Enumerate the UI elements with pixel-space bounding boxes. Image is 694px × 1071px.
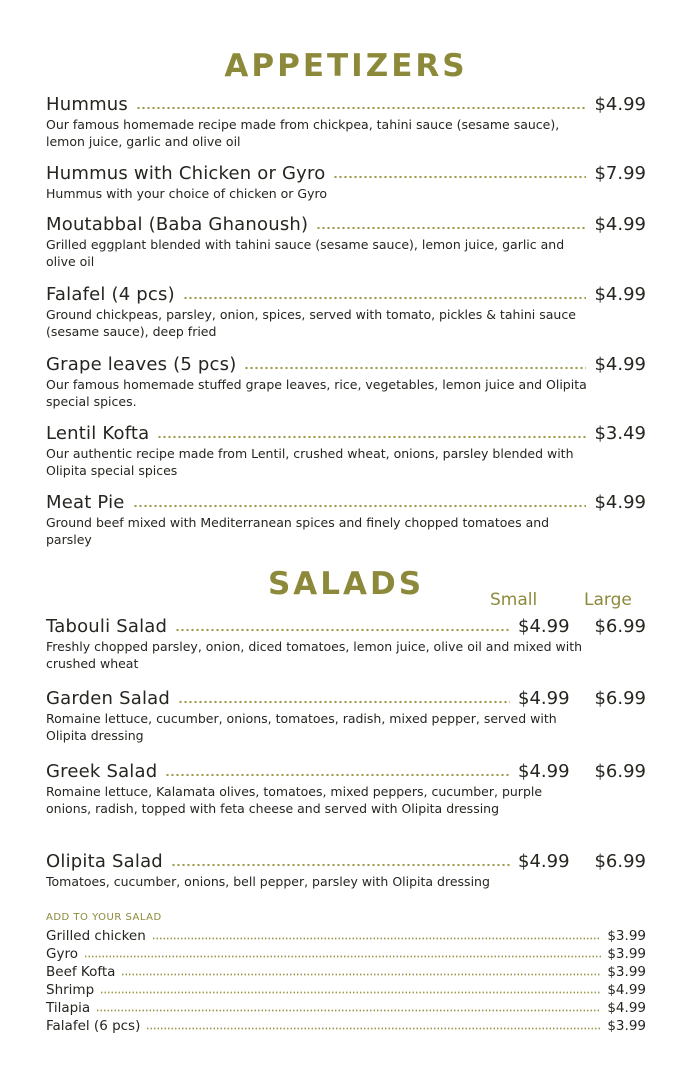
salad-item xyxy=(46,761,646,817)
item-description: Our authentic recipe made from Lentil, crushed wheat, onions, parsley blended with Olipita special spices xyxy=(46,446,574,478)
dotted-leader xyxy=(136,106,586,110)
add-on-name: Grilled chicken xyxy=(46,928,146,944)
item-price: $4.99 xyxy=(594,492,646,513)
item-name: Hummus with Chicken or Gyro xyxy=(46,163,326,184)
add-on-item xyxy=(46,1018,646,1034)
item-description: Our famous homemade recipe made from chickpea, tahini sauce (sesame sauce), lemon juice, garlic and olive oil xyxy=(46,117,560,149)
dotted-leader xyxy=(175,628,510,632)
item-name: Tabouli Salad xyxy=(46,616,168,637)
dotted-leader xyxy=(171,863,510,867)
size-label-large: Large xyxy=(584,590,632,610)
item-description: Romaine lettuce, cucumber, onions, tomatoes, radish, mixed pepper, served with Olipita dressing xyxy=(46,711,557,743)
dotted-leader xyxy=(84,955,601,958)
item-description: Tomatoes, cucumber, onions, bell pepper, parsley with Olipita dressing xyxy=(46,874,490,889)
price-large: $6.99 xyxy=(594,851,646,872)
add-ons-heading: ADD TO YOUR SALAD xyxy=(46,912,162,923)
price-small: $4.99 xyxy=(518,688,570,709)
dotted-leader xyxy=(333,175,586,179)
size-label-small: Small xyxy=(490,590,538,610)
dotted-leader xyxy=(178,700,510,704)
price-small: $4.99 xyxy=(518,616,570,637)
menu-item xyxy=(46,492,646,548)
price-small: $4.99 xyxy=(518,851,570,872)
add-on-price: $3.99 xyxy=(607,1018,646,1034)
add-on-name: Shrimp xyxy=(46,982,95,998)
menu-item xyxy=(46,94,646,150)
item-description: Ground beef mixed with Mediterranean spices and finely chopped tomatoes and parsley xyxy=(46,515,550,547)
item-name: Lentil Kofta xyxy=(46,423,150,444)
item-description: Ground chickpeas, parsley, onion, spices, served with tomato, pickles & tahini sauce (sesame sauce), deep fried xyxy=(46,307,576,339)
add-on-item xyxy=(46,1000,646,1016)
item-price: $7.99 xyxy=(594,163,646,184)
dotted-leader xyxy=(100,991,601,994)
add-on-name: Tilapia xyxy=(46,1000,91,1016)
item-description: Grilled eggplant blended with tahini sauce (sesame sauce), lemon juice, garlic and olive oil xyxy=(46,237,565,269)
menu-item xyxy=(46,423,646,479)
dotted-leader xyxy=(157,435,586,439)
appetizers-heading: APPETIZERS xyxy=(224,48,468,84)
menu-item xyxy=(46,214,646,270)
item-description: Freshly chopped parsley, onion, diced tomatoes, lemon juice, olive oil and mixed with crushed wheat xyxy=(46,639,583,671)
add-on-price: $3.99 xyxy=(607,928,646,944)
dotted-leader xyxy=(316,226,586,230)
item-price: $4.99 xyxy=(594,214,646,235)
item-name: Moutabbal (Baba Ghanoush) xyxy=(46,214,309,235)
menu-item xyxy=(46,354,646,410)
dotted-leader xyxy=(183,296,587,300)
salad-item xyxy=(46,616,646,672)
add-on-price: $3.99 xyxy=(607,946,646,962)
price-small: $4.99 xyxy=(518,761,570,782)
salads-heading: SALADS xyxy=(267,566,425,602)
dotted-leader xyxy=(133,504,587,508)
add-on-item xyxy=(46,928,646,944)
add-on-name: Gyro xyxy=(46,946,78,962)
price-large: $6.99 xyxy=(594,761,646,782)
item-price: $3.49 xyxy=(594,423,646,444)
add-on-item xyxy=(46,964,646,980)
dotted-leader xyxy=(146,1027,601,1030)
item-name: Greek Salad xyxy=(46,761,158,782)
dotted-leader xyxy=(152,937,602,940)
dotted-leader xyxy=(121,973,601,976)
dotted-leader xyxy=(244,366,586,370)
item-description: Hummus with your choice of chicken or Gyro xyxy=(46,186,328,201)
item-description: Romaine lettuce, Kalamata olives, tomatoes, mixed peppers, cucumber, purple onions, radish, topped with feta cheese and served with Olipita dressing xyxy=(46,784,543,816)
price-large: $6.99 xyxy=(594,616,646,637)
dotted-leader xyxy=(96,1009,601,1012)
add-on-name: Beef Kofta xyxy=(46,964,116,980)
price-large: $6.99 xyxy=(594,688,646,709)
salad-item xyxy=(46,851,646,890)
salad-item xyxy=(46,688,646,744)
add-on-name: Falafel (6 pcs) xyxy=(46,1018,141,1034)
add-on-item xyxy=(46,982,646,998)
menu-item xyxy=(46,163,646,202)
item-name: Meat Pie xyxy=(46,492,125,513)
item-price: $4.99 xyxy=(594,354,646,375)
item-name: Garden Salad xyxy=(46,688,171,709)
item-price: $4.99 xyxy=(594,94,646,115)
add-on-price: $3.99 xyxy=(607,964,646,980)
item-name: Falafel (4 pcs) xyxy=(46,284,175,305)
item-name: Grape leaves (5 pcs) xyxy=(46,354,237,375)
item-description: Our famous homemade stuffed grape leaves, rice, vegetables, lemon juice and Olipita special spices. xyxy=(46,377,587,409)
add-on-price: $4.99 xyxy=(607,982,646,998)
item-price: $4.99 xyxy=(594,284,646,305)
item-name: Olipita Salad xyxy=(46,851,163,872)
add-on-price: $4.99 xyxy=(607,1000,646,1016)
dotted-leader xyxy=(165,773,510,777)
menu-item xyxy=(46,284,646,340)
item-name: Hummus xyxy=(46,94,128,115)
add-on-item xyxy=(46,946,646,962)
